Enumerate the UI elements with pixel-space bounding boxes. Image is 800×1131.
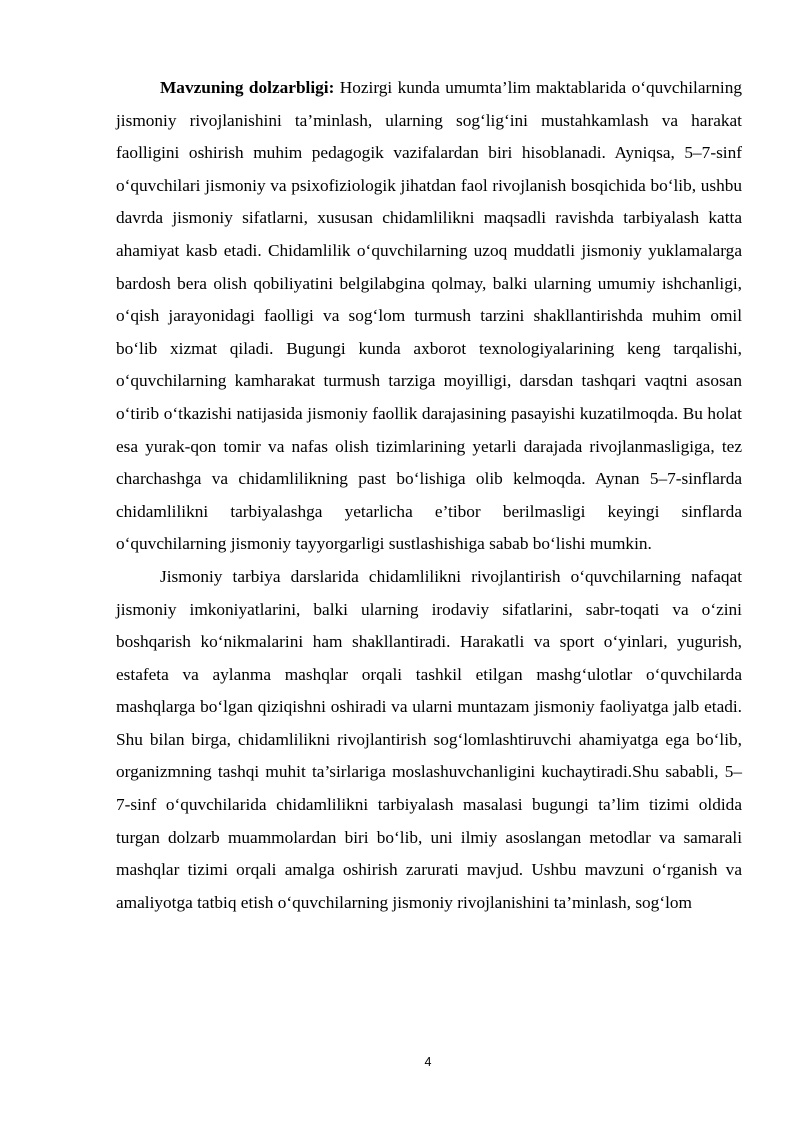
paragraph-relevance [116, 72, 742, 561]
document-page [116, 72, 742, 919]
paragraph-endurance [116, 561, 742, 920]
paragraph-relevance-text: Hozirgi kunda umumta’lim maktablarida o‘quvchilarning jismoniy rivojlanishini ta’minlash, ularning sog‘lig‘ini mustahkamlash va harakat faolligini oshirish muhim pedagogik vazifalardan biri hisoblanadi. Ayniqsa, 5–7-sinf o‘quvchilari jismoniy va psixofiziologik jihatdan faol rivojlanish bosqichida bo‘lib, ushbu davrda jismoniy sifatlarni, xususan chidamlilikni maqsadli ravishda tarbiyalash katta ahamiyat kasb etadi. Chidamlilik o‘quvchilarning uzoq muddatli jismoniy yuklamalarga bardosh bera olish qobiliyatini belgilabgina qolmay, balki ularning umumiy ishchanligi, o‘qish jarayonidagi faolligi va sog‘lom turmush tarzini shakllantirishda muhim omil bo‘lib xizmat qiladi. Bugungi kunda axborot texnologiyalarining keng tarqalishi, o‘quvchilarning kamharakat turmush tarziga moyilligi, darsdan tashqari vaqtni asosan o‘tirib o‘tkazishi natijasida jismoniy faollik darajasining pasayishi kuzatilmoqda. Bu holat esa yurak-qon tomir va nafas olish tizimlarining yetarli darajada rivojlanmasligiga, tez charchashga va chidamlilikning past bo‘lishiga olib kelmoqda. Aynan 5–7-sinflarda chidamlilikni tarbiyalashga yetarlicha e’tibor berilmasligi keyingi sinflarda o‘quvchilarning jismoniy tayyorgarligi sustlashishiga sabab bo‘lishi mumkin. [116, 78, 742, 554]
section-lead-heading: Mavzuning dolzarbligi: [160, 78, 335, 97]
paragraph-endurance-text: Jismoniy tarbiya darslarida chidamlilikni rivojlantirish o‘quvchilarning nafaqat jismoniy imkoniyatlarini, balki ularning irodaviy sifatlarini, sabr-toqati va o‘zini boshqarish ko‘nikmalarini ham shakllantiradi. Harakatli va sport o‘yinlari, yugurish, estafeta va aylanma mashqlar orqali tashkil etilgan mashg‘ulotlar o‘quvchilarda mashqlarga bo‘lgan qiziqishni oshiradi va ularni muntazam jismoniy faoliyatga jalb etadi. Shu bilan birga, chidamlilikni rivojlantirish sog‘lomlashtiruvchi ahamiyatga ega bo‘lib, organizmning tashqi muhit ta’sirlariga moslashuvchanligini kuchaytiradi.Shu sababli, 5–7-sinf o‘quvchilarida chidamlilikni tarbiyalash masalasi bugungi ta’lim tizimi oldida turgan dolzarb muammolardan biri bo‘lib, uni ilmiy asoslangan metodlar va samarali mashqlar tizimi orqali amalga oshirish zarurati mavjud. Ushbu mavzuni o‘rganish va amaliyotga tatbiq etish o‘quvchilarning jismoniy rivojlanishini ta’minlash, sog‘lom [116, 566, 742, 912]
page-number: 4 [424, 1055, 432, 1069]
